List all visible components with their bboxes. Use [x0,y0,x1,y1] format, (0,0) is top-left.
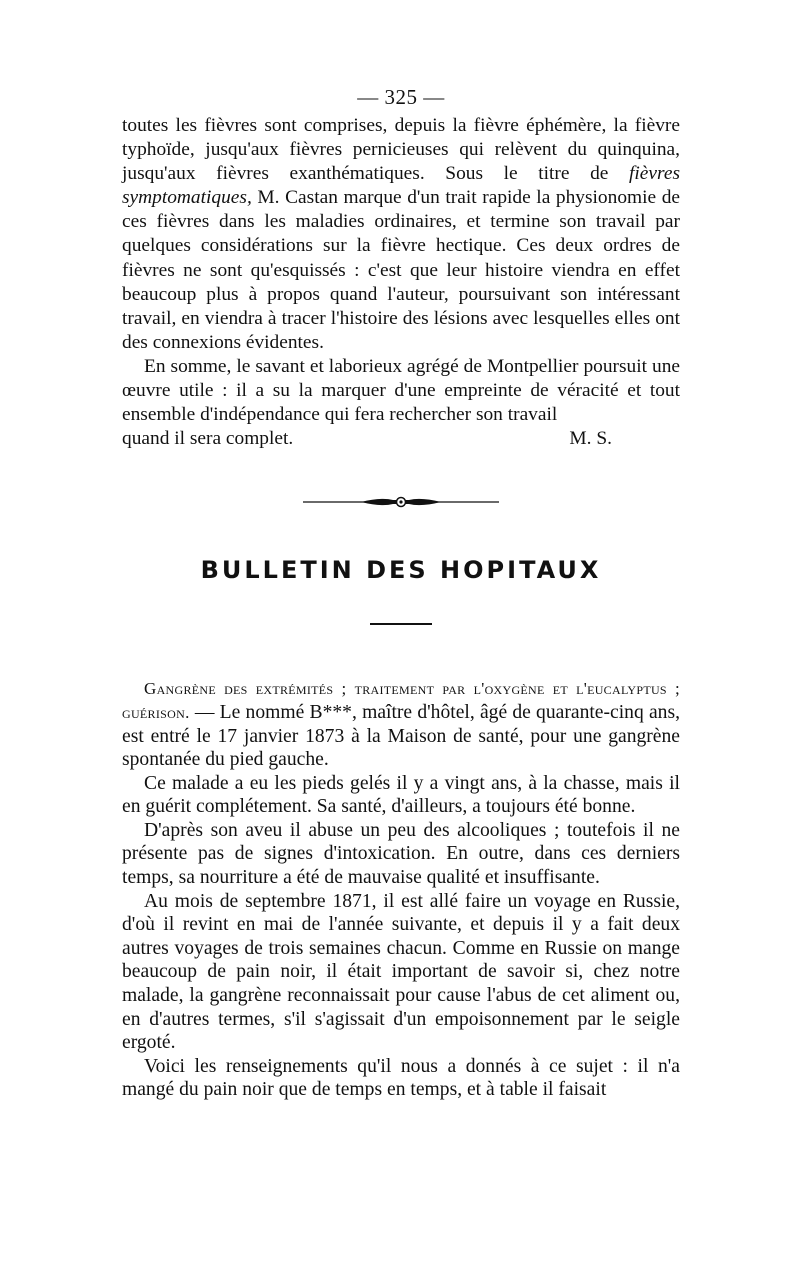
article-paragraph-5: Voici les renseignements qu'il nous a donnés à ce sujet : il n'a mangé du pain noir que de temps en temps, et à table il faisait [122,1055,680,1101]
article-body [122,677,680,1102]
review-italic-term: fièvres symptomatiques, [122,163,680,209]
ornament-divider [301,493,501,511]
review-signature: M. S. [569,428,612,450]
book-page [122,84,680,1102]
article-paragraph-1-text: — Le nommé B***, maître d'hôtel, âgé de quarante-cinq ans, est entré le 17 janvier 1873 à la Maison de santé, pour une gangrène spontanée du pied gauche. [122,701,680,771]
page-number: — 325 — [357,85,445,109]
article-paragraph-3: D'après son aveu il abuse un peu des alcooliques ; toutefois il ne présente pas de signes d'intoxication. En outre, dans ces derniers temps, sa nourriture a été de mauvaise qualité et insuffisante. [122,819,680,889]
review-paragraph-1-end: M. Castan marque d'un trait rapide la physionomie de ces fièvres dans les maladies ordinaires, et termine son travail par quelques considérations sur la fièvre hectique. Ces deux ordres de fièvres ne sont qu'esquissés : c'est que leur histoire viendra en effet beaucoup plus à propos quand l'auteur, poursuivant son intéressant travail, en viendra à tracer l'histoire des lésions avec lesquelles elles ont des connexions évidentes. [122,187,680,353]
review-paragraph-2: En somme, le savant et laborieux agrégé de Montpellier poursuit une œuvre utile : il a su la marquer d'une empreinte de véracité et tout ensemble d'indépendance qui fera rechercher son travail [122,355,680,426]
article-paragraph-4: Au mois de septembre 1871, il est allé faire un voyage en Russie, d'où il revint en mai de l'année suivante, et depuis il y a fait deux autres voyages de trois semaines chacun. Comme en Russie on mange beaucoup de pain noir, il était important de savoir si, chez notre malade, la gangrène reconnaissait pour cause l'abus de cet aliment ou, en d'autres termes, s'il s'agissait d'un empoisonnement par le seigle ergoté. [122,890,680,1054]
review-closing-line [122,427,680,451]
review-closing-text: quand il sera complet. [122,428,294,450]
article-heading: Gangrène des extrémités ; traitement par l'oxygène et l'eucalyptus ; guérison. [122,679,680,722]
article-paragraph-2: Ce malade a eu les pieds gelés il y a vingt ans, à la chasse, mais il en guérit complétement. Sa santé, d'ailleurs, a toujours été bonne. [122,772,680,818]
article-paragraph-1 [122,677,680,771]
section-title: BULLETIN DES HOPITAUX [200,556,602,585]
review-paragraph-1 [122,114,680,355]
review-paragraph-1-start: toutes les fièvres sont comprises, depuis la fièvre éphémère, la fièvre typhoïde, jusqu'aux fièvres pernicieuses qui relèvent du quinquina, jusqu'aux fièvres exanthématiques. Sous le titre de [122,115,680,185]
section-rule [370,623,432,625]
